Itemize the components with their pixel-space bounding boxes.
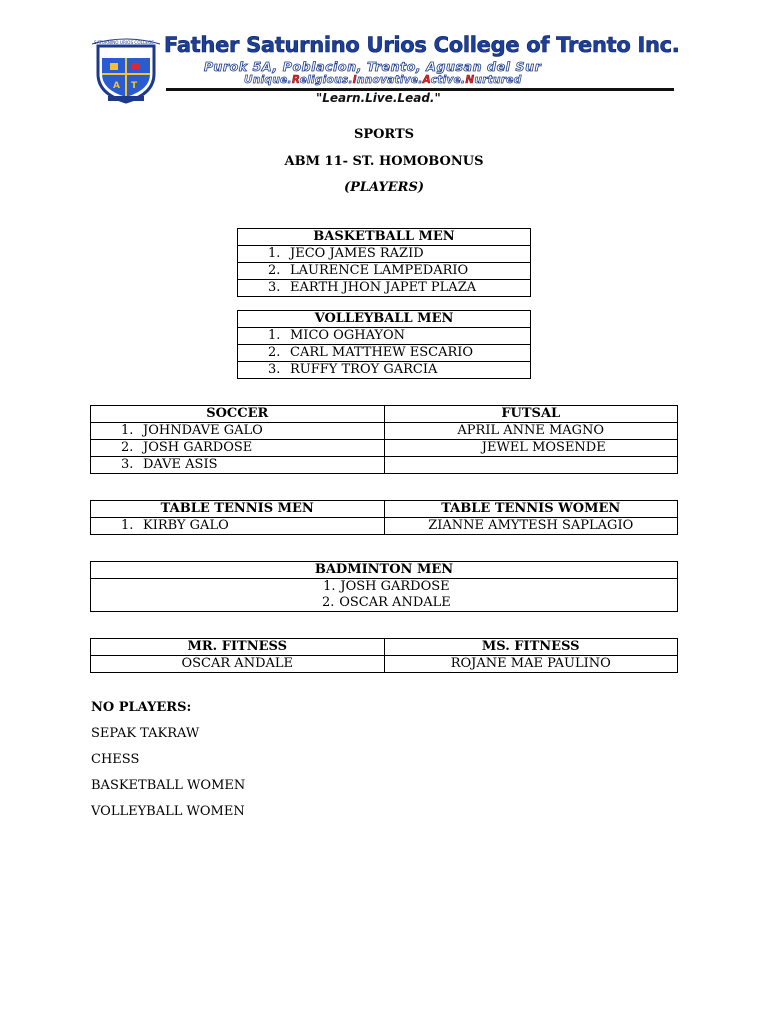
basketball-men-header: BASKETBALL MEN (238, 229, 531, 246)
motto-word: ctive. (430, 74, 466, 86)
table-tennis-women-header: TABLE TENNIS WOMEN (384, 501, 678, 518)
table-row: ROJANE MAE PAULINO (384, 656, 678, 673)
list-item: CHESS (91, 752, 140, 767)
table-row: OSCAR ANDALE (91, 656, 385, 673)
motto-word: Unique. (244, 74, 292, 86)
table-row: JEWEL MOSENDE (384, 440, 678, 457)
table-row: APRIL ANNE MAGNO (384, 423, 678, 440)
table-row: 3. RUFFY TROY GARCIA (238, 362, 531, 379)
letterhead (0, 0, 768, 112)
school-address: Purok 5A, Poblacion, Trento, Agusan del Sur (204, 59, 542, 74)
table-row: 2. JOSH GARDOSE (91, 440, 385, 457)
motto-initial: A (422, 74, 431, 86)
crest-text: SATURNINO URIOS COLLEGE (94, 40, 154, 45)
section-title: ABM 11- ST. HOMOBONUS (284, 154, 484, 169)
badminton-men-table (90, 561, 678, 612)
table-tennis-men-header: TABLE TENNIS MEN (91, 501, 385, 518)
badminton-men-header: BADMINTON MEN (91, 562, 678, 579)
table-tennis-table (90, 500, 678, 535)
soccer-header: SOCCER (91, 406, 385, 423)
list-item: SEPAK TAKRAW (91, 726, 200, 741)
school-tagline: "Learn.Live.Lead." (316, 91, 441, 105)
motto-word: eligious. (299, 74, 353, 86)
table-row: 1. MICO OGHAYON (238, 328, 531, 345)
table-row: 1. JOSH GARDOSE (91, 579, 678, 596)
motto-initial: N (465, 74, 475, 86)
soccer-futsal-table (90, 405, 678, 474)
table-row: 1. JOHNDAVE GALO (91, 423, 385, 440)
table-row: 3. EARTH JHON JAPET PLAZA (238, 280, 531, 297)
table-row: 2. CARL MATTHEW ESCARIO (238, 345, 531, 362)
motto-word: nnovative. (356, 74, 423, 86)
table-row: 3. DAVE ASIS (91, 457, 385, 474)
table-row: 2. LAURENCE LAMPEDARIO (238, 263, 531, 280)
ms-fitness-header: MS. FITNESS (384, 639, 678, 656)
fitness-table (90, 638, 678, 673)
table-row (384, 457, 678, 474)
motto-word: urtured (474, 74, 522, 86)
futsal-header: FUTSAL (384, 406, 678, 423)
svg-text:A: A (113, 81, 120, 91)
motto-initial: R (291, 74, 300, 86)
school-motto (244, 74, 664, 86)
svg-text:T: T (131, 81, 138, 91)
motto-initial: I (352, 74, 357, 86)
school-name: Father Saturnino Urios College of Trento Inc. (164, 33, 680, 57)
mr-fitness-header: MR. FITNESS (91, 639, 385, 656)
table-row: 1. JECO JAMES RAZID (238, 246, 531, 263)
basketball-men-table (237, 228, 531, 297)
no-players-label: NO PLAYERS: (91, 700, 192, 715)
volleyball-men-table (237, 310, 531, 379)
table-row: 2. OSCAR ANDALE (91, 595, 678, 612)
school-crest-icon (90, 36, 162, 104)
list-item: VOLLEYBALL WOMEN (91, 804, 245, 819)
sports-title: SPORTS (353, 127, 415, 142)
volleyball-men-header: VOLLEYBALL MEN (238, 311, 531, 328)
table-row: 1. KIRBY GALO (91, 518, 385, 535)
players-title: (PLAYERS) (343, 180, 425, 195)
table-row: ZIANNE AMYTESH SAPLAGIO (384, 518, 678, 535)
list-item: BASKETBALL WOMEN (91, 778, 246, 793)
